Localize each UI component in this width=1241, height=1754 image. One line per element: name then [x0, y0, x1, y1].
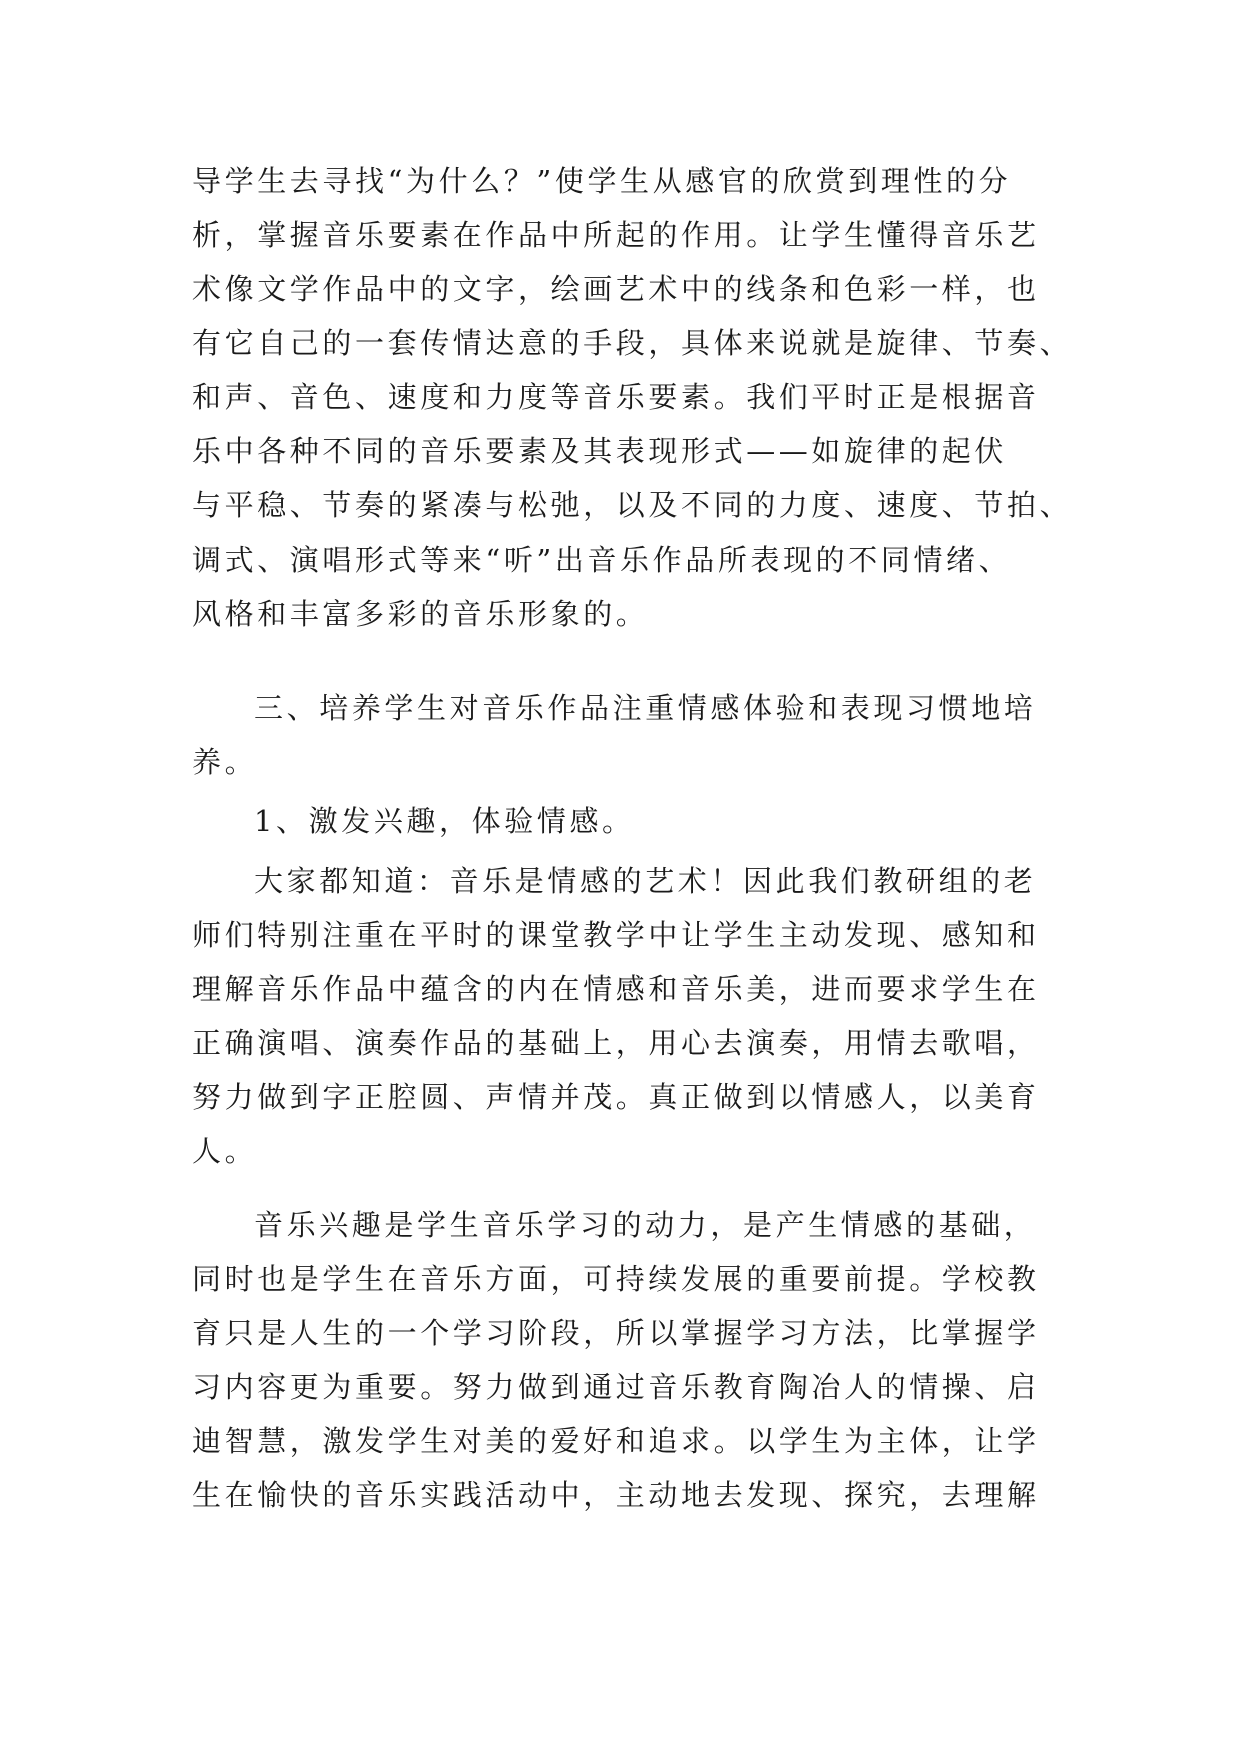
text-line: 习内容更为重要。努力做到通过音乐教育陶冶人的情操、启 — [192, 1370, 1040, 1404]
paragraph-start: 音乐兴趣是学生音乐学习的动力，是产生情感的基础， — [254, 1208, 1037, 1242]
text-line: 育只是人生的一个学习阶段，所以掌握学习方法，比掌握学 — [192, 1316, 1040, 1350]
text-line: 人。 — [192, 1134, 258, 1168]
text-line: 理解音乐作品中蕴含的内在情感和音乐美，进而要求学生在 — [192, 972, 1040, 1006]
text-line: 有它自己的一套传情达意的手段，具体来说就是旋律、节奏、 — [192, 326, 1073, 360]
subsection-heading: 1、激发兴趣，体验情感。 — [254, 804, 635, 838]
text-line: 迪智慧，激发学生对美的爱好和追求。以学生为主体，让学 — [192, 1424, 1040, 1458]
text-line: 同时也是学生在音乐方面，可持续发展的重要前提。学校教 — [192, 1262, 1040, 1296]
text-line: 和声、音色、速度和力度等音乐要素。我们平时正是根据音 — [192, 380, 1040, 414]
text-line: 生在愉快的音乐实践活动中，主动地去发现、探究，去理解 — [192, 1478, 1040, 1512]
text-line: 调式、演唱形式等来“听”出音乐作品所表现的不同情绪、 — [192, 543, 1012, 577]
text-line: 师们特别注重在平时的课堂教学中让学生主动发现、感知和 — [192, 918, 1040, 952]
text-line: 风格和丰富多彩的音乐形象的。 — [192, 597, 649, 631]
text-line: 乐中各种不同的音乐要素及其表现形式——如旋律的起伏 — [192, 434, 1008, 468]
section-heading: 三、培养学生对音乐作品注重情感体验和表现习惯地培 — [254, 691, 1037, 725]
text-line: 努力做到字正腔圆、声情并茂。真正做到以情感人，以美育 — [192, 1080, 1040, 1114]
text-line: 术像文学作品中的文字，绘画艺术中的线条和色彩一样，也 — [192, 272, 1040, 306]
text-line: 析，掌握音乐要素在作品中所起的作用。让学生懂得音乐艺 — [192, 218, 1040, 252]
text-line: 养。 — [192, 745, 258, 779]
text-line: 正确演唱、演奏作品的基础上，用心去演奏，用情去歌唱， — [192, 1026, 1040, 1060]
text-line: 导学生去寻找“为什么？”使学生从感官的欣赏到理性的分 — [192, 164, 1012, 198]
text-line: 与平稳、节奏的紧凑与松弛，以及不同的力度、速度、节拍、 — [192, 488, 1073, 522]
paragraph-start: 大家都知道：音乐是情感的艺术！因此我们教研组的老 — [254, 864, 1037, 898]
